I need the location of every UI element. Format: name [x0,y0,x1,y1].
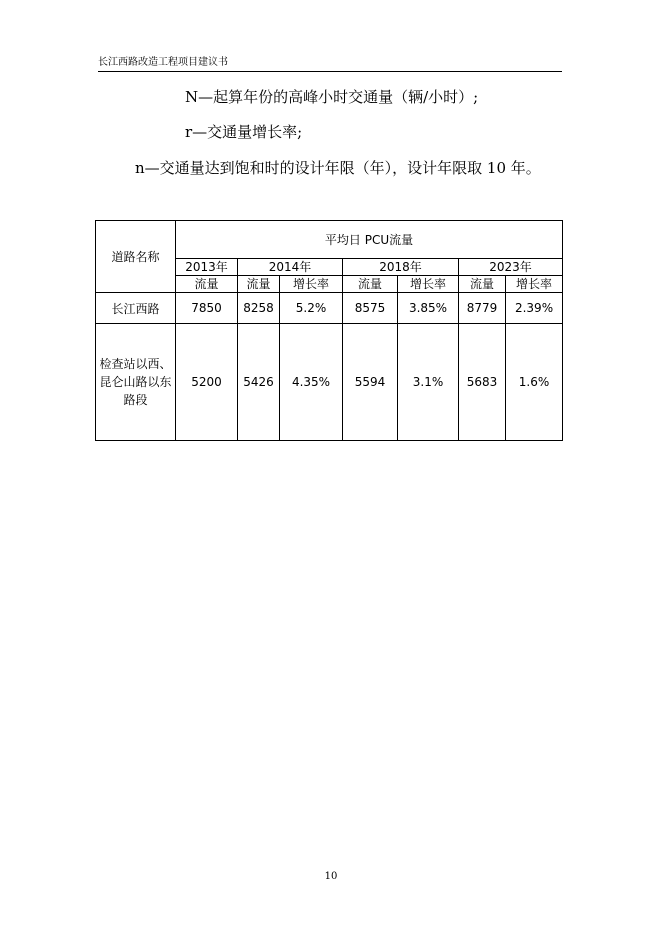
column-subheader: 流量 [176,276,238,293]
definition-n-years: n—交通量达到饱和时的设计年限（年），设计年限取 10 年。 [135,159,541,177]
column-subheader: 流量 [343,276,398,293]
pcu-flow-table [95,220,563,441]
year-header: 2014年 [238,259,343,276]
table-cell: 7850 [176,293,238,324]
table-row [96,293,563,324]
year-header: 2013年 [176,259,238,276]
road-name-cell: 检查站以西、昆仑山路以东路段 [96,324,176,441]
road-name-header: 道路名称 [96,221,176,293]
column-subheader: 增长率 [506,276,563,293]
table-cell: 5.2% [280,293,343,324]
definition-r: r—交通量增长率; [185,123,303,141]
pcu-group-header: 平均日 PCU流量 [176,221,563,259]
table-cell: 4.35% [280,324,343,441]
column-subheader: 增长率 [398,276,459,293]
column-subheader: 流量 [238,276,280,293]
table-cell: 5200 [176,324,238,441]
table-cell: 5683 [459,324,506,441]
table-cell: 2.39% [506,293,563,324]
definition-n: N—起算年份的高峰小时交通量（辆/小时）; [185,88,479,106]
document-title: 长江西路改造工程项目建议书 [98,57,228,68]
table-cell: 3.85% [398,293,459,324]
table-row [96,324,563,441]
page-number: 10 [324,871,338,882]
column-subheader: 流量 [459,276,506,293]
table-cell: 8779 [459,293,506,324]
year-header: 2018年 [343,259,459,276]
year-header: 2023年 [459,259,563,276]
table-cell: 3.1% [398,324,459,441]
table-cell: 8575 [343,293,398,324]
table-cell: 8258 [238,293,280,324]
column-subheader: 增长率 [280,276,343,293]
table-cell: 1.6% [506,324,563,441]
road-name-cell: 长江西路 [96,293,176,324]
table-cell: 5594 [343,324,398,441]
table-cell: 5426 [238,324,280,441]
document-header [98,57,562,72]
